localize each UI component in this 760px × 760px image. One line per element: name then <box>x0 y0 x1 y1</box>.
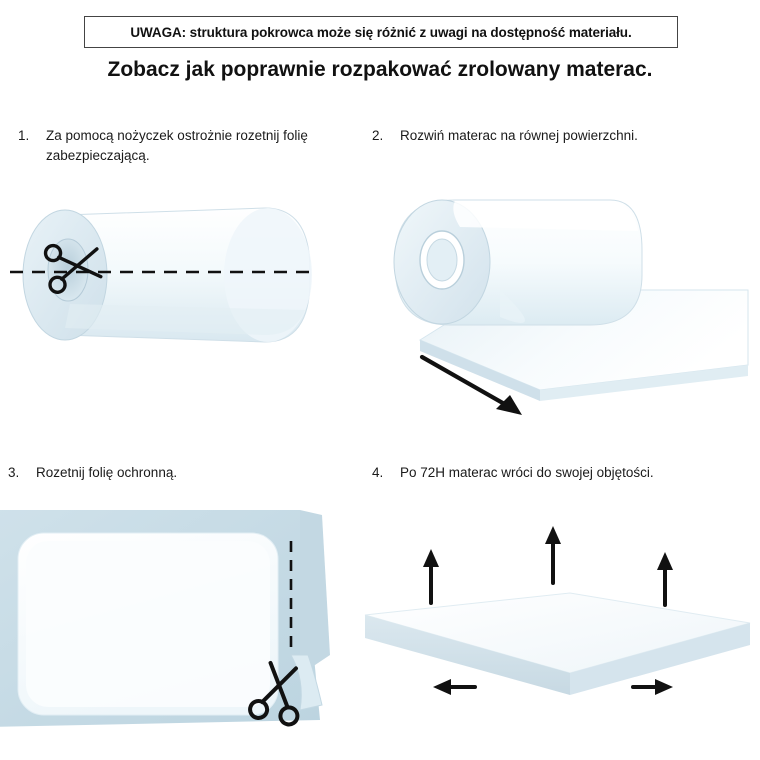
mattress-roll <box>394 200 642 325</box>
step-1-number: 1. <box>18 128 30 143</box>
step-1-text: Za pomocą nożyczek ostrożnie rozetnij folię zabezpieczającą. <box>46 128 308 163</box>
expand-arrow-up-center-head <box>545 526 561 544</box>
step-3-number: 3. <box>8 465 20 480</box>
step-4-caption <box>372 463 712 483</box>
step-4-text: Po 72H materac wróci do swojej objętości. <box>400 465 654 480</box>
step-2-text: Rozwiń materac na równej powierzchni. <box>400 128 638 143</box>
expand-arrow-up-right-head <box>657 552 673 570</box>
step-2-number: 2. <box>372 128 384 143</box>
page-title: Zobacz jak poprawnie rozpakować zrolowany materac. <box>107 58 653 81</box>
step-2-illustration <box>350 165 750 430</box>
step-4-illustration <box>355 505 755 750</box>
step-3-text: Rozetnij folię ochronną. <box>36 465 178 480</box>
step-1-illustration <box>10 180 340 410</box>
step-3-illustration <box>0 505 340 750</box>
step-2-caption <box>372 126 702 146</box>
expand-arrow-right-head <box>655 679 673 695</box>
step-3-caption <box>8 463 308 483</box>
expand-arrow-up-left-head <box>423 549 439 567</box>
expand-arrow-left-head <box>433 679 451 695</box>
step-1-caption <box>18 126 318 165</box>
flat-mattress <box>18 533 278 715</box>
notice-text: UWAGA: struktura pokrowca może się różnić z uwagi na dostępność materiału. <box>130 24 632 40</box>
notice-banner <box>84 16 678 48</box>
step-4-number: 4. <box>372 465 384 480</box>
mattress-slab <box>365 593 750 695</box>
